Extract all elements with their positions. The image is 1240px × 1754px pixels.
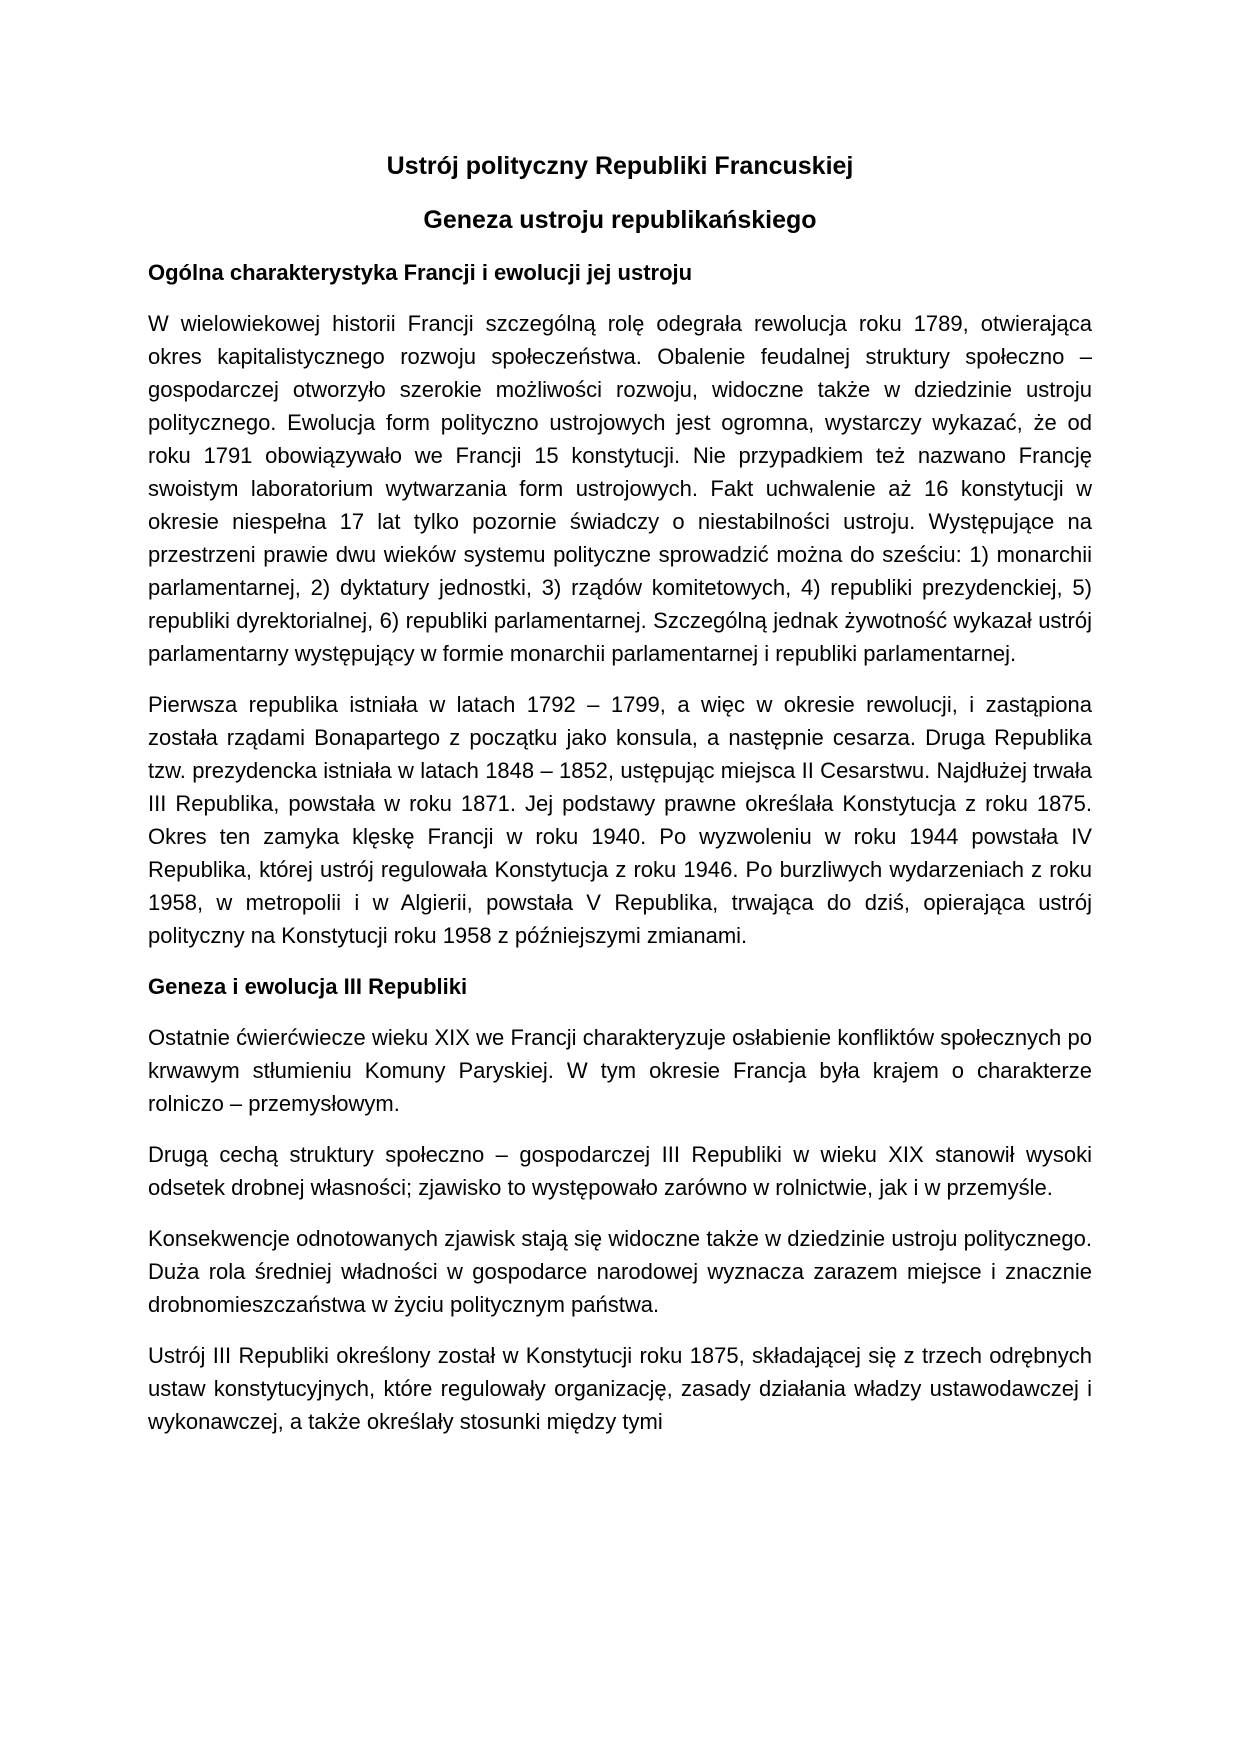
paragraph: Konsekwencje odnotowanych zjawisk stają się widoczne także w dziedzinie ustroju politycznego. Duża rola średniej władności w gospodarce narodowej wyznacza zarazem miejsce i znacznie drobnomieszczaństwa w życiu politycznym państwa. [148,1226,1092,1317]
section-heading: Geneza i ewolucja III Republiki [148,974,468,999]
section-heading: Ogólna charakterystyka Francji i ewolucji jej ustroju [148,260,693,285]
paragraph: Ostatnie ćwierćwiecze wieku XIX we Francji charakteryzuje osłabienie konfliktów społecznych po krwawym stłumieniu Komuny Paryskiej. W tym okresie Francja była krajem o charakterze rolniczo – przemysłowym. [148,1025,1092,1116]
paragraph: W wielowiekowej historii Francji szczególną rolę odegrała rewolucja roku 1789, otwierająca okres kapitalistycznego rozwoju społeczeństwa. Obalenie feudalnej struktury społeczno – gospodarczej otworzyło szerokie możliwości rozwoju, widoczne także w dziedzinie ustroju politycznego. Ewolucja form polityczno ustrojowych jest ogromna, wystarczy wykazać, że od roku 1791 obowiązywało we Francji 15 konstytucji. Nie przypadkiem też nazwano Francję swoistym laboratorium wytwarzania form ustrojowych. Fakt uchwalenie aż 16 konstytucji w okresie niespełna 17 lat tylko pozornie świadczy o niestabilności ustroju. Występujące na przestrzeni prawie dwu wieków systemu polityczne sprowadzić można do sześciu: 1) monarchii parlamentarnej, 2) dyktatury jednostki, 3) rządów komitetowych, 4) republiki prezydenckiej, 5) republiki dyrektorialnej, 6) republiki parlamentarnej. Szczególną jednak żywotność wykazał ustrój parlamentarny występujący w formie monarchii parlamentarnej i republiki parlamentarnej. [148,311,1092,666]
paragraph: Drugą cechą struktury społeczno – gospodarczej III Republiki w wieku XIX stanowił wysoki odsetek drobnej własności; zjawisko to występowało zarówno w rolnictwie, jak i w przemyśle. [148,1142,1092,1200]
document-page [148,0,1092,1754]
document-subtitle: Geneza ustroju republikańskiego [423,206,817,234]
paragraph: Ustrój III Republiki określony został w Konstytucji roku 1875, składającej się z trzech odrębnych ustaw konstytucyjnych, które regulowały organizację, zasady działania władzy ustawodawczej i wykonawczej, a także określały stosunki między tymi [148,1343,1092,1434]
document-title: Ustrój polityczny Republiki Francuskiej [386,152,854,180]
paragraph: Pierwsza republika istniała w latach 1792 – 1799, a więc w okresie rewolucji, i zastąpiona została rządami Bonapartego z początku jako konsula, a następnie cesarza. Druga Republika tzw. prezydencka istniała w latach 1848 – 1852, ustępując miejsca II Cesarstwu. Najdłużej trwała III Republika, powstała w roku 1871. Jej podstawy prawne określała Konstytucja z roku 1875. Okres ten zamyka klęskę Francji w roku 1940. Po wyzwoleniu w roku 1944 powstała IV Republika, której ustrój regulowała Konstytucja z roku 1946. Po burzliwych wydarzeniach z roku 1958, w metropolii i w Algierii, powstała V Republika, trwająca do dziś, opierająca ustrój polityczny na Konstytucji roku 1958 z późniejszymi zmianami. [148,692,1092,948]
